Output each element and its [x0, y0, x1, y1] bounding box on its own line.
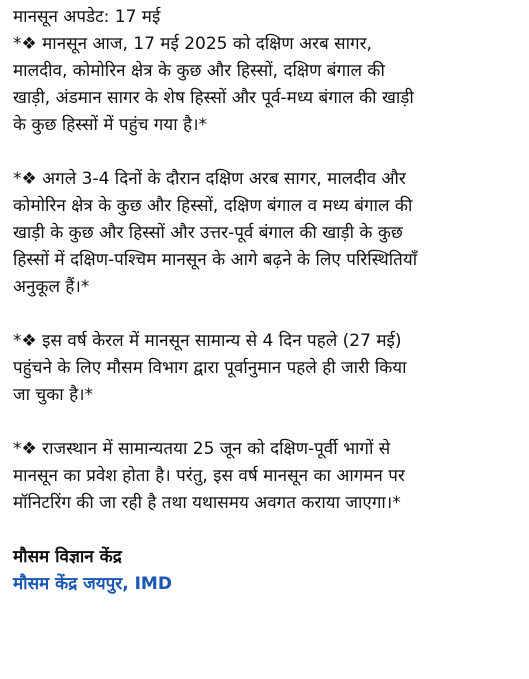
paragraph-spacer	[13, 409, 518, 436]
paragraph-monsoon-arrival	[13, 31, 518, 139]
paragraph-line: *❖ मानसून आज, 17 मई 2025 को दक्षिण अरब सागर,	[13, 34, 372, 54]
paragraph-rajasthan	[13, 436, 518, 517]
signoff-text: मौसम विज्ञान केंद्र	[13, 547, 122, 567]
paragraph-line: मानसून का प्रवेश होता है। परंतु, इस वर्ष मानसून का आगमन पर	[13, 466, 405, 486]
paragraph-spacer	[13, 139, 518, 166]
paragraph-line: मालदीव, कोमोरिन क्षेत्र के कुछ और हिस्सों, दक्षिण बंगाल की	[13, 61, 385, 81]
paragraph-line: *❖ राजस्थान में सामान्यतया 25 जून को दक्षिण-पूर्वी भागों से	[13, 439, 391, 459]
paragraph-line: कोमोरिन क्षेत्र के कुछ और हिस्सों, दक्षिण बंगाल व मध्य बंगाल की	[13, 196, 413, 216]
imd-jaipur-link[interactable]: मौसम केंद्र जयपुर, IMD	[13, 574, 172, 594]
paragraph-line: जा चुका है।*	[13, 385, 94, 405]
paragraph-kerala	[13, 328, 518, 409]
paragraph-line: खाड़ी, अंडमान सागर के शेष हिस्सों और पूर्व-मध्य बंगाल की खाड़ी	[13, 88, 414, 108]
paragraph-spacer	[13, 517, 518, 544]
paragraph-line: खाड़ी के कुछ और हिस्सों और उत्तर-पूर्व बंगाल की खाड़ी के कुछ	[13, 223, 403, 243]
paragraph-line: *❖ अगले 3-4 दिनों के दौरान दक्षिण अरब सागर, मालदीव और	[13, 169, 406, 189]
paragraph-line: हिस्सों में दक्षिण-पश्चिम मानसून के आगे बढ़ने के लिए परिस्थितियाँ	[13, 250, 418, 270]
paragraph-forecast	[13, 166, 518, 301]
paragraph-line: पहुंचने के लिए मौसम विभाग द्वारा पूर्वानुमान पहले ही जारी किया	[13, 358, 407, 378]
paragraph-line: के कुछ हिस्सों में पहुंच गया है।*	[13, 115, 208, 135]
paragraph-spacer	[13, 301, 518, 328]
paragraph-line: मॉनिटरिंग की जा रही है तथा यथासमय अवगत कराया जाएगा।*	[13, 493, 401, 513]
message-body	[13, 4, 518, 598]
paragraph-line: *❖ इस वर्ष केरल में मानसून सामान्य से 4 दिन पहले (27 मई)	[13, 331, 402, 351]
message-title: मानसून अपडेट: 17 मई	[13, 7, 161, 27]
paragraph-line: अनुकूल हैं।*	[13, 277, 90, 297]
